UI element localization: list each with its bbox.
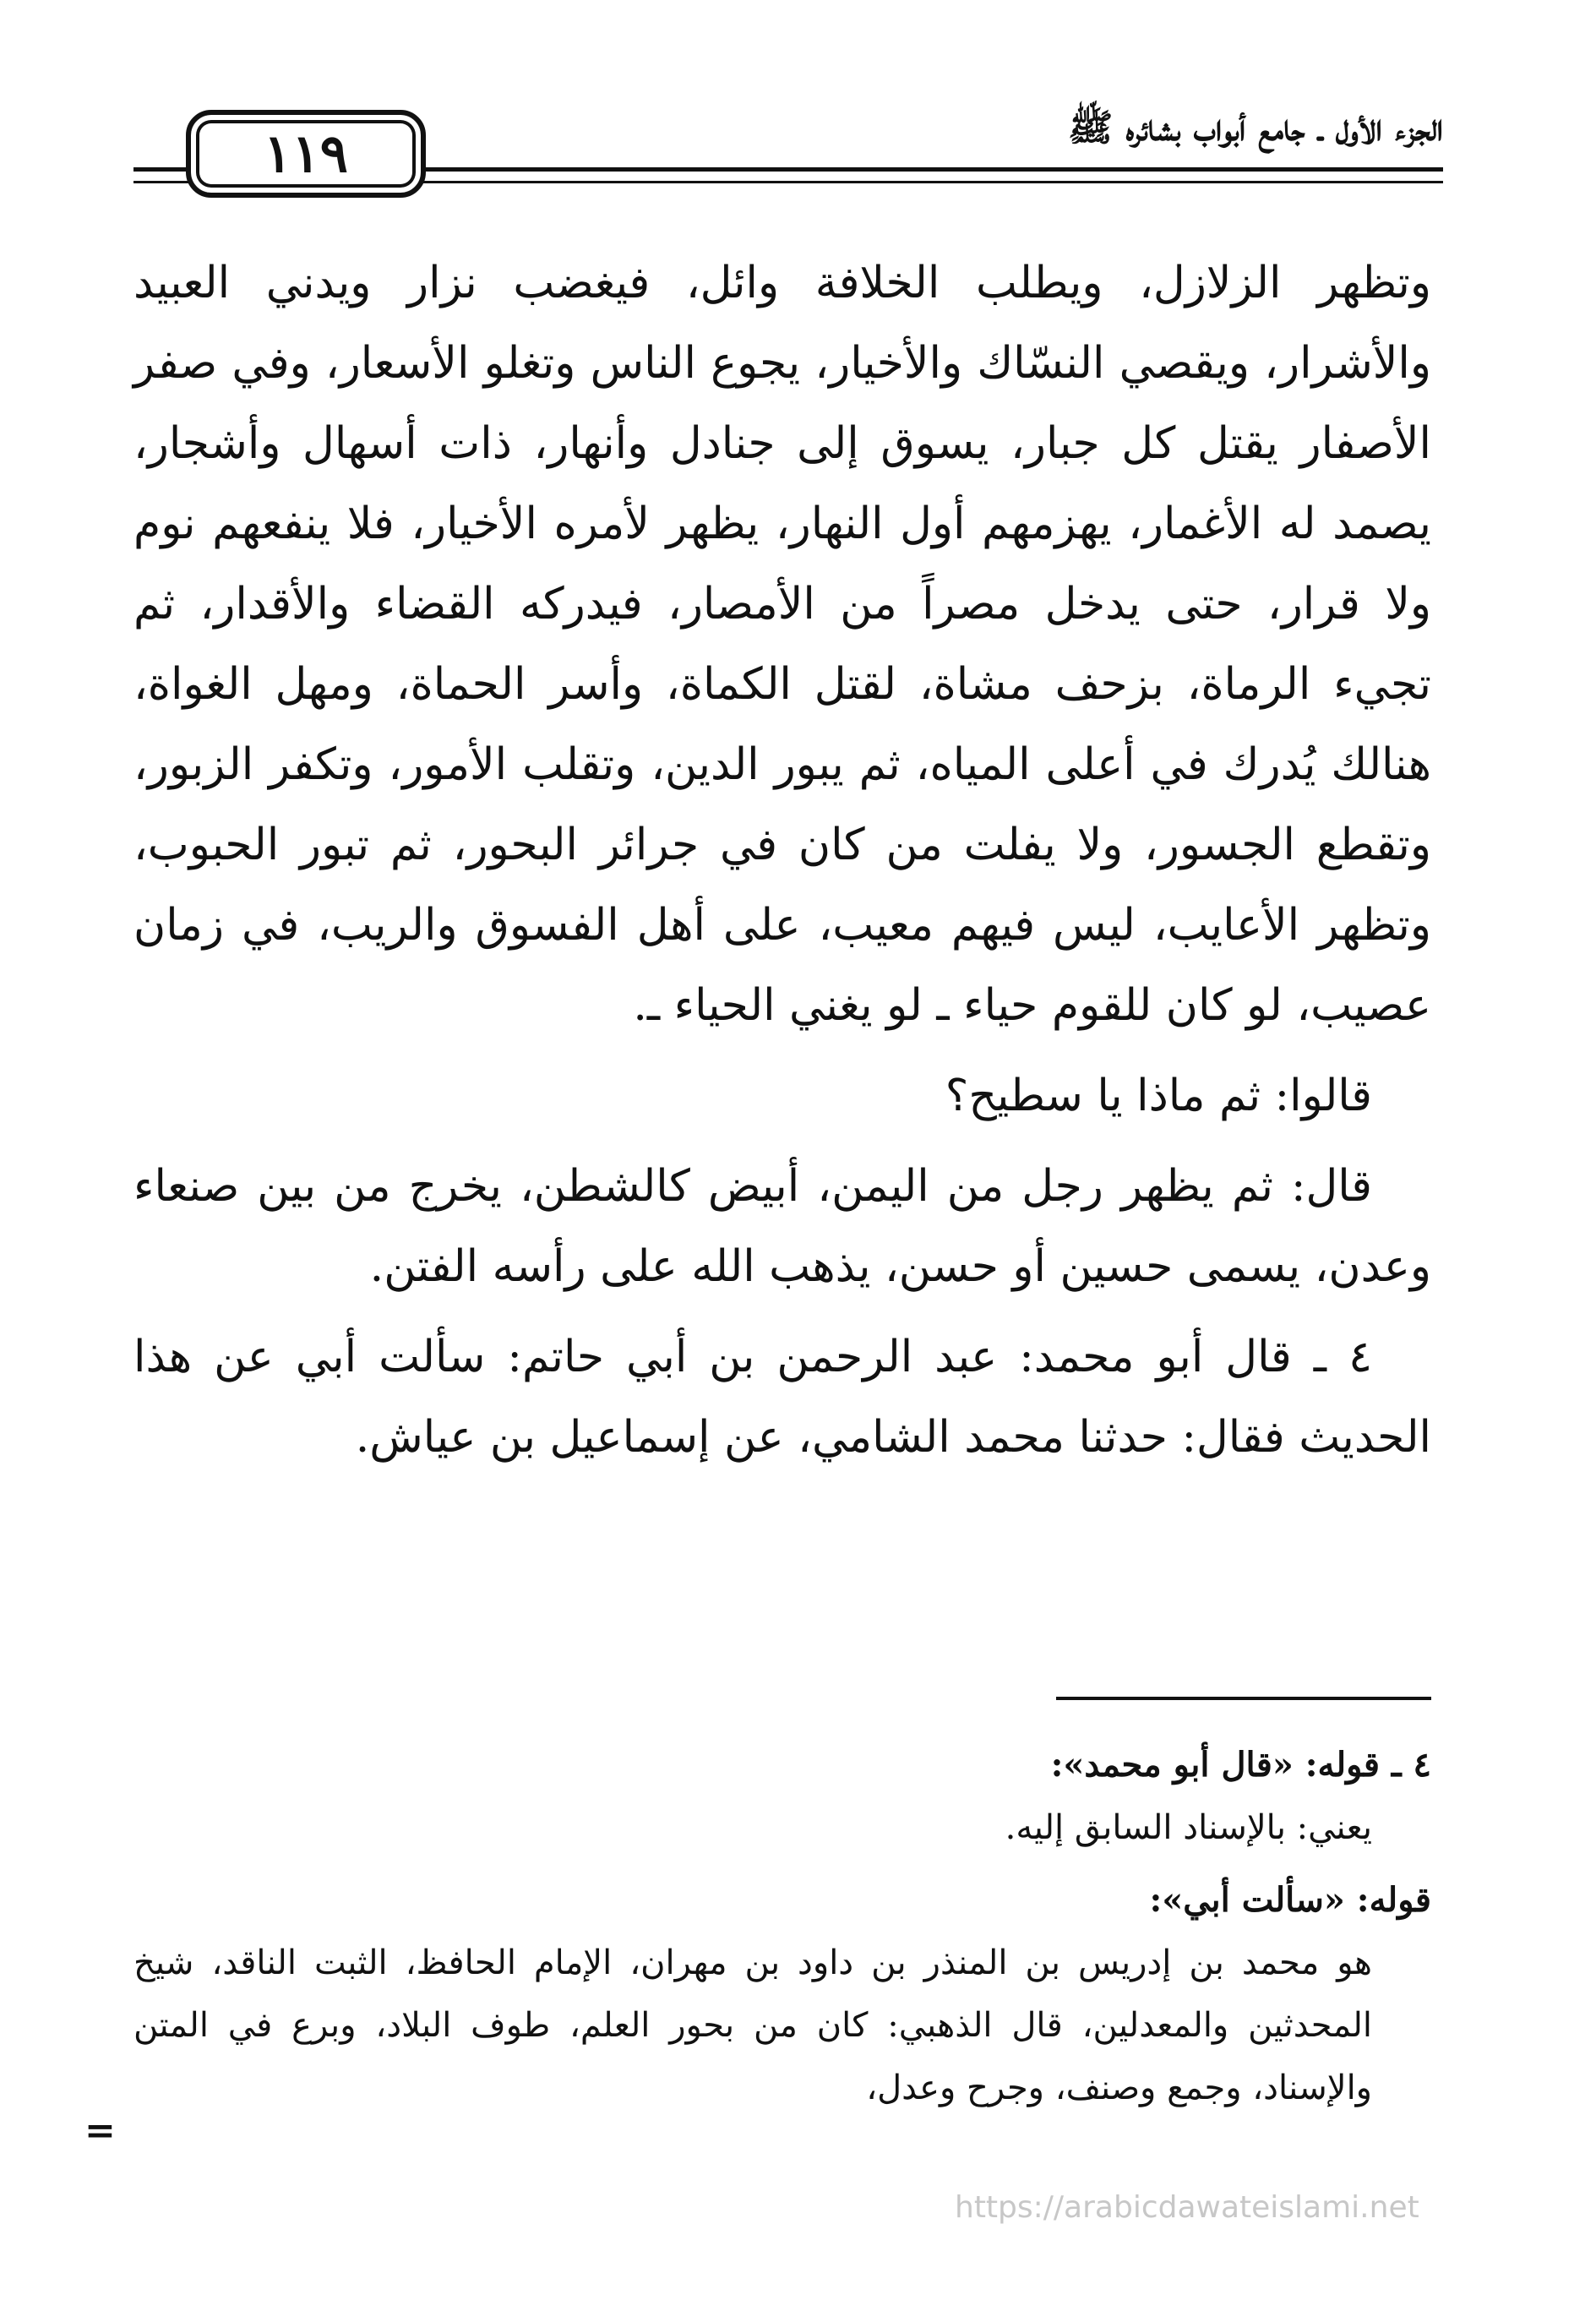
paragraph-question: قالوا: ثم ماذا يا سطيح؟	[945, 1071, 1372, 1121]
continuation-mark: =	[84, 2109, 116, 2152]
paragraph-narration-4: ٤ ـ قال أبو محمد: عبد الرحمن بن أبي حاتم: سألت أبي عن هذا الحديث فقال: حدثنا محمد الشامي، عن إسماعيل بن عياش.	[133, 1332, 1431, 1463]
footnote-1-heading: ٤ ـ قوله: «قال أبو محمد»:	[1050, 1745, 1431, 1785]
paragraph-satih-prophecy: وتظهر الزلازل، ويطلب الخلافة وائل، فيغضب نزار ويدني العبيد والأشرار، ويقصي النسّاك والأخيار، يجوع الناس وتغلو الأسعار، وفي صفر الأصفار يقتل كل جبار، يسوق إلى جنادل وأنهار، ذات أسهال وأشجار، يصمد له الأغمار، يهزمهم أول النهار، يظهر لأمره الأخيار، فلا ينفعهم نوم ولا قرار، حتى يدخل مصراً من الأمصار، فيدركه القضاء والأقدار، ثم تجيء الرماة، بزحف مشاة، لقتل الكماة، وأسر الحماة، ومهل الغواة، هنالك يُدرك في أعلى المياه، ثم يبور الدين، وتقلب الأمور، وتكفر الزبور، وتقطع الجسور، ولا يفلت من كان في جرائر البحور، ثم تبور الحبوب، وتظهر الأعايب، ليس فيهم معيب، على أهل الفسوق والريب، في زمان عصيب، لو كان للقوم حياء ـ لو يغني الحياء ـ.	[133, 258, 1431, 1031]
running-title: الجزء الأول ـ جامع أبواب بشائره ﷺ	[1068, 106, 1443, 150]
main-text	[133, 243, 1431, 1478]
page-header	[133, 101, 1443, 194]
footnote-2-heading: قوله: «سألت أبي»:	[1149, 1880, 1431, 1920]
footnote-separator	[1056, 1697, 1431, 1700]
paragraph-answer: قال: ثم يظهر رجل من اليمن، أبيض كالشطن، يخرج من بين صنعاء وعدن، يسمى حسين أو حسن، يذهب الله على رأسه الفتن.	[133, 1161, 1431, 1292]
footnote-2-text: هو محمد بن إدريس بن المنذر بن داود بن مهران، الإمام الحافظ، الثبت الناقد، شيخ المحدثين والمعدلين، قال الذهبي: كان من بحور العلم، طوف البلاد، وبرع في المتن والإسناد، وجمع وصنف، وجرح وعدل،	[133, 1943, 1372, 2107]
page-number: ١١٩	[186, 110, 426, 198]
watermark-url: https://arabicdawateislami.net	[955, 2190, 1419, 2225]
footnote-1-text: يعني: بالإسناد السابق إليه.	[1005, 1808, 1372, 1847]
footnotes	[133, 1724, 1431, 2119]
